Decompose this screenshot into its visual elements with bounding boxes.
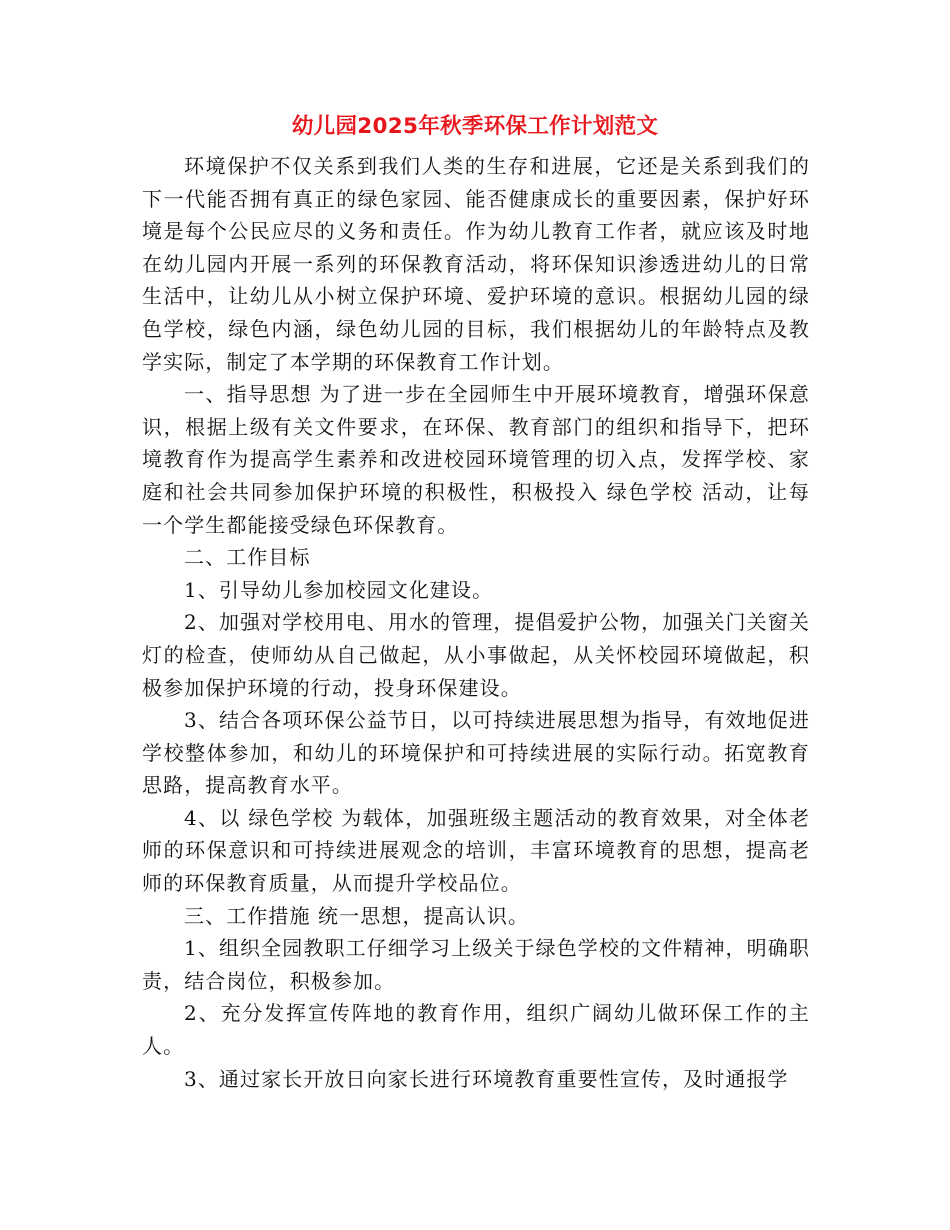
measure-item-1: 1、组织全园教职工仔细学习上级关于绿色学校的文件精神，明确职责，结合岗位，积极参加。	[142, 936, 810, 993]
goal-item-4: 4、以 绿色学校 为载体，加强班级主题活动的教育效果，对全体老师的环保意识和可持续进展观念的培训，丰富环境教育的思想，提高老师的环保教育质量，从而提升学校品位。	[142, 805, 810, 896]
heading-work-goals: 二、工作目标	[184, 545, 311, 570]
paragraph-intro: 环境保护不仅关系到我们人类的生存和进展，它还是关系到我们的下一代能否拥有真正的绿色家园、能否健康成长的重要因素，保护好环境是每个公民应尽的义务和责任。作为幼儿教育工作者，就应该及时地在幼儿园内开展一系列的环保教育活动，将环保知识渗透进幼儿的日常生活中，让幼儿从小树立保护环境、爱护环境的意识。根据幼儿园的绿色学校，绿色内涵，绿色幼儿园的目标，我们根据幼儿的年龄特点及教学实际，制定了本学期的环保教育工作计划。	[142, 154, 810, 374]
document-title: 幼儿园2025年秋季环保工作计划范文	[291, 114, 659, 139]
document-body	[142, 150, 810, 1095]
paragraph-guiding-ideology: 一、指导思想 为了进一步在全园师生中开展环境教育，增强环保意识，根据上级有关文件要求，在环保、教育部门的组织和指导下，把环境教育作为提高学生素养和改进校园环境管理的切入点，发挥学校、家庭和社会共同参加保护环境的积极性，积极投入 绿色学校 活动，让每一个学生都能接受绿色环保教育。	[142, 382, 810, 537]
measure-item-3: 3、通过家长开放日向家长进行环境教育重要性宣传，及时通报学	[184, 1066, 789, 1091]
goal-item-2: 2、加强对学校用电、用水的管理，提倡爱护公物，加强关门关窗关灯的检查，使师幼从自己做起，从小事做起，从关怀校园环境做起，积极参加保护环境的行动，投身环保建设。	[142, 610, 810, 700]
goal-item-3: 3、结合各项环保公益节日，以可持续进展思想为指导，有效地促进学校整体参加，和幼儿的环境保护和可持续进展的实际行动。拓宽教育思路，提高教育水平。	[142, 708, 810, 798]
heading-work-measures: 三、工作措施 统一思想，提高认识。	[184, 903, 530, 928]
goal-item-1: 1、引导幼儿参加校园文化建设。	[184, 577, 494, 602]
measure-item-2: 2、充分发挥宣传阵地的教育作用，组织广阔幼儿做环保工作的主人。	[142, 1001, 810, 1059]
